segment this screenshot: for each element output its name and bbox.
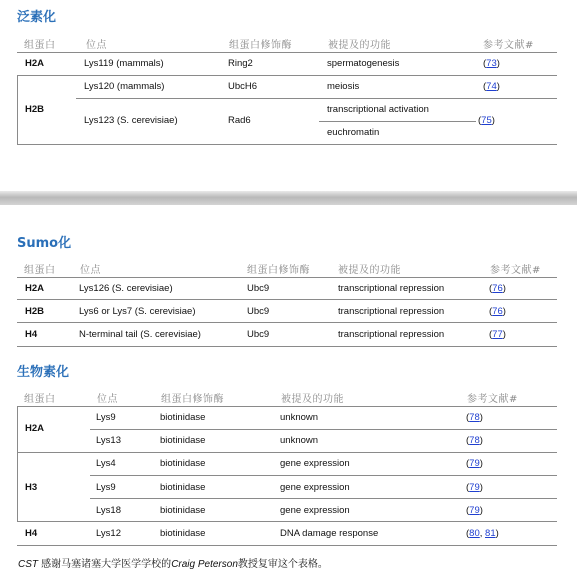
sumoylation-title-latin: Sumo — [17, 236, 59, 251]
reference-link[interactable]: 76 — [492, 283, 503, 294]
reference-link[interactable]: 73 — [486, 58, 497, 69]
enzyme-cell: biotinidase — [160, 435, 206, 446]
site-cell: Lys6 or Lys7 (S. cerevisiae) — [79, 306, 196, 317]
function-cell: DNA damage response — [280, 528, 379, 539]
biotinylation-title: 生物素化 — [17, 365, 70, 380]
header-enzyme: 组蛋白修饰酶 — [229, 40, 292, 51]
function-cell: unknown — [280, 435, 319, 446]
page-break — [0, 191, 577, 205]
enzyme-cell: biotinidase — [160, 482, 206, 493]
histone-label: H2B — [25, 306, 45, 317]
reference-cell: (76) — [489, 283, 506, 294]
divider — [17, 406, 557, 407]
site-cell: Lys4 — [96, 458, 116, 469]
function-cell: gene expression — [280, 458, 350, 469]
function-cell: transcriptional repression — [338, 329, 445, 340]
enzyme-cell: biotinidase — [160, 412, 206, 423]
reference-link[interactable]: 76 — [492, 306, 503, 317]
sumoylation-title-cjk: 化 — [58, 236, 72, 251]
enzyme-cell: Ubc9 — [247, 283, 270, 294]
site-cell: Lys12 — [96, 528, 121, 539]
header-enzyme: 组蛋白修饰酶 — [161, 394, 224, 405]
reference-cell: (73) — [483, 58, 500, 69]
reference-link[interactable]: 79 — [469, 458, 480, 469]
reference-cell: (79) — [466, 458, 483, 469]
reference-cell: (74) — [483, 81, 500, 92]
function-cell: transcriptional activation — [327, 104, 429, 115]
divider — [17, 545, 557, 546]
divider — [17, 299, 557, 300]
histone-label: H2B — [25, 104, 45, 115]
function-cell: gene expression — [280, 505, 350, 516]
divider — [17, 144, 557, 145]
enzyme-cell: Ubc9 — [247, 329, 270, 340]
function-cell: spermatogenesis — [327, 58, 400, 69]
reference-cell: (77) — [489, 329, 506, 340]
reference-cell: (80, 81) — [466, 528, 499, 539]
header-histone: 组蛋白 — [24, 265, 56, 276]
histone-label: H2A — [25, 423, 45, 434]
reference-link[interactable]: 74 — [486, 81, 497, 92]
header-enzyme: 组蛋白修饰酶 — [247, 265, 310, 276]
sumoylation-title — [17, 232, 71, 251]
site-cell: Lys119 (mammals) — [84, 58, 164, 69]
group-bracket — [17, 406, 18, 452]
reference-link[interactable]: 81 — [485, 528, 496, 539]
divider — [17, 346, 557, 347]
site-cell: Lys9 — [96, 412, 116, 423]
histone-label: H3 — [25, 482, 38, 493]
reference-link[interactable]: 79 — [469, 505, 480, 516]
histone-label: H4 — [25, 528, 38, 539]
site-cell: Lys9 — [96, 482, 116, 493]
header-histone: 组蛋白 — [24, 394, 56, 405]
reference-link[interactable]: 80 — [469, 528, 480, 539]
reference-cell: (75) — [478, 115, 495, 126]
divider — [76, 98, 557, 99]
site-cell: Lys13 — [96, 435, 121, 446]
divider — [17, 322, 557, 323]
divider — [17, 75, 557, 76]
header-reference: 参考文献# — [490, 265, 541, 276]
reference-link[interactable]: 79 — [469, 482, 480, 493]
function-cell: euchromatin — [327, 127, 380, 138]
histone-label: H4 — [25, 329, 38, 340]
enzyme-cell: Ring2 — [228, 58, 253, 69]
footnote-name: Craig Peterson — [171, 559, 238, 570]
header-reference: 参考文献# — [483, 40, 534, 51]
function-cell: transcriptional repression — [338, 283, 445, 294]
header-site: 位点 — [86, 40, 107, 51]
divider — [90, 498, 557, 499]
ubiquitination-title: 泛素化 — [17, 10, 57, 25]
divider — [17, 52, 557, 53]
header-function: 被提及的功能 — [338, 265, 401, 276]
enzyme-cell: UbcH6 — [228, 81, 258, 92]
function-cell: meiosis — [327, 81, 360, 92]
group-bracket — [17, 452, 18, 521]
header-function: 被提及的功能 — [328, 40, 391, 51]
function-cell: transcriptional repression — [338, 306, 445, 317]
divider — [17, 521, 557, 522]
enzyme-cell: biotinidase — [160, 505, 206, 516]
reference-link[interactable]: 75 — [481, 115, 492, 126]
footnote-text-2: 教授复审这个表格。 — [237, 559, 328, 570]
footnote-cst: CST — [18, 559, 38, 570]
site-cell: Lys18 — [96, 505, 121, 516]
enzyme-cell: biotinidase — [160, 458, 206, 469]
reference-cell: (78) — [466, 435, 483, 446]
enzyme-cell: Rad6 — [228, 115, 251, 126]
header-function: 被提及的功能 — [281, 394, 344, 405]
divider — [90, 475, 557, 476]
enzyme-cell: biotinidase — [160, 528, 206, 539]
reference-cell: (76) — [489, 306, 506, 317]
function-cell: unknown — [280, 412, 319, 423]
reference-cell: (79) — [466, 482, 483, 493]
reference-link[interactable]: 77 — [492, 329, 503, 340]
site-cell: Lys120 (mammals) — [84, 81, 165, 92]
site-cell: N-terminal tail (S. cerevisiae) — [79, 329, 201, 340]
divider — [17, 452, 557, 453]
site-cell: Lys123 (S. cerevisiae) — [84, 115, 178, 126]
divider — [319, 121, 476, 122]
reference-separator: , — [479, 528, 486, 539]
divider — [90, 429, 557, 430]
header-reference: 参考文献# — [467, 394, 518, 405]
header-site: 位点 — [97, 394, 118, 405]
reference-cell: (79) — [466, 505, 483, 516]
header-histone: 组蛋白 — [24, 40, 56, 51]
histone-label: H2A — [25, 283, 45, 294]
reference-cell: (78) — [466, 412, 483, 423]
group-bracket — [17, 75, 18, 144]
divider — [17, 277, 557, 278]
enzyme-cell: Ubc9 — [247, 306, 270, 317]
reference-link[interactable]: 78 — [469, 412, 480, 423]
footnote-text-1: 感谢马塞诸塞大学医学学校的 — [38, 559, 172, 570]
function-cell: gene expression — [280, 482, 350, 493]
site-cell: Lys126 (S. cerevisiae) — [79, 283, 173, 294]
histone-label: H2A — [25, 58, 45, 69]
header-site: 位点 — [80, 265, 101, 276]
reference-link[interactable]: 78 — [469, 435, 480, 446]
